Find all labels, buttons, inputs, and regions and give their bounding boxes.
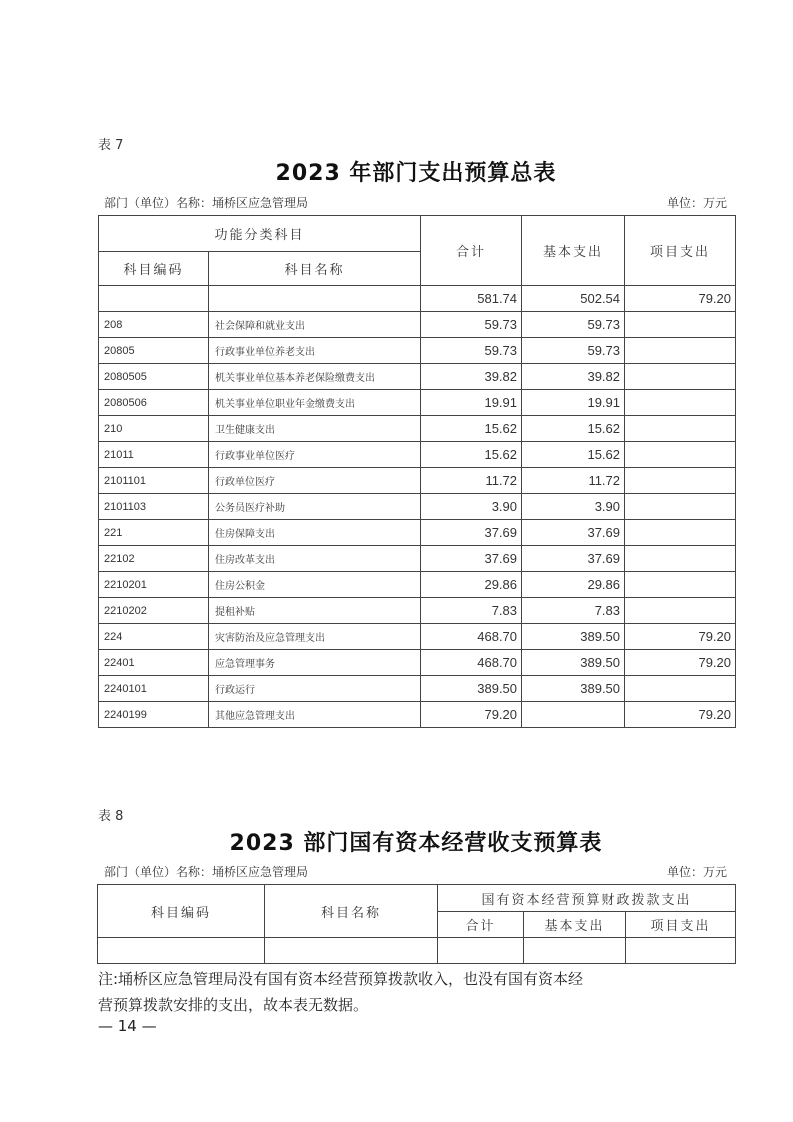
total-row xyxy=(99,286,736,312)
header-name: 科目名称 xyxy=(265,885,438,938)
header-state-capital-group: 国有资本经营预算财政拨款支出 xyxy=(438,885,736,912)
cell-total: 79.20 xyxy=(421,702,522,728)
table7-dept: 部门（单位）名称：埇桥区应急管理局 xyxy=(104,196,309,210)
cell-name: 应急管理事务 xyxy=(209,650,421,676)
table-row xyxy=(99,572,736,598)
cell-total: 59.73 xyxy=(421,338,522,364)
header-project: 项目支出 xyxy=(626,912,736,938)
cell-total: 15.62 xyxy=(421,442,522,468)
cell-code xyxy=(99,286,209,312)
state-capital-budget-table xyxy=(97,884,736,964)
cell-code: 2210201 xyxy=(99,572,209,598)
cell-code: 22102 xyxy=(99,546,209,572)
cell-basic: 37.69 xyxy=(522,546,625,572)
cell-basic: 15.62 xyxy=(522,416,625,442)
header-total: 合计 xyxy=(438,912,524,938)
cell-name: 行政事业单位医疗 xyxy=(209,442,421,468)
header-total: 合计 xyxy=(421,216,522,286)
cell-total: 29.86 xyxy=(421,572,522,598)
table-row xyxy=(99,702,736,728)
cell-name xyxy=(209,286,421,312)
table8-title: 2023 部门国有资本经营收支预算表 xyxy=(229,831,603,856)
cell-code: 2101101 xyxy=(99,468,209,494)
empty-row xyxy=(98,938,736,964)
cell-code: 221 xyxy=(99,520,209,546)
cell-code: 21011 xyxy=(99,442,209,468)
cell-basic: 7.83 xyxy=(522,598,625,624)
cell-empty xyxy=(626,938,736,964)
cell-name: 行政单位医疗 xyxy=(209,468,421,494)
cell-basic: 19.91 xyxy=(522,390,625,416)
table-row xyxy=(99,364,736,390)
cell-project: 79.20 xyxy=(625,286,736,312)
page-number: — 14 — xyxy=(98,1017,157,1035)
cell-code: 2080506 xyxy=(99,390,209,416)
cell-project xyxy=(625,338,736,364)
cell-project: 79.20 xyxy=(625,624,736,650)
table8-dept: 部门（单位）名称：埇桥区应急管理局 xyxy=(104,865,309,879)
cell-name: 灾害防治及应急管理支出 xyxy=(209,624,421,650)
cell-empty xyxy=(524,938,626,964)
cell-name: 社会保障和就业支出 xyxy=(209,312,421,338)
cell-name: 其他应急管理支出 xyxy=(209,702,421,728)
table-row xyxy=(99,624,736,650)
cell-basic: 3.90 xyxy=(522,494,625,520)
cell-project xyxy=(625,364,736,390)
cell-code: 210 xyxy=(99,416,209,442)
header-basic: 基本支出 xyxy=(522,216,625,286)
cell-total: 37.69 xyxy=(421,520,522,546)
cell-name: 提租补贴 xyxy=(209,598,421,624)
cell-empty xyxy=(98,938,265,964)
cell-code: 2210202 xyxy=(99,598,209,624)
cell-name: 行政运行 xyxy=(209,676,421,702)
cell-project xyxy=(625,468,736,494)
header-code: 科目编码 xyxy=(99,252,209,286)
cell-project xyxy=(625,598,736,624)
cell-project xyxy=(625,390,736,416)
cell-basic: 15.62 xyxy=(522,442,625,468)
table7-unit: 单位：万元 xyxy=(666,196,727,210)
cell-name: 机关事业单位职业年金缴费支出 xyxy=(209,390,421,416)
table-row xyxy=(99,650,736,676)
cell-code: 224 xyxy=(99,624,209,650)
table-row xyxy=(99,494,736,520)
cell-total: 3.90 xyxy=(421,494,522,520)
cell-code: 20805 xyxy=(99,338,209,364)
cell-name: 机关事业单位基本养老保险缴费支出 xyxy=(209,364,421,390)
table-row xyxy=(99,338,736,364)
cell-basic: 389.50 xyxy=(522,624,625,650)
cell-name: 卫生健康支出 xyxy=(209,416,421,442)
table-row xyxy=(99,442,736,468)
cell-project xyxy=(625,676,736,702)
cell-total: 59.73 xyxy=(421,312,522,338)
table8-label: 表 8 xyxy=(98,809,124,824)
cell-basic: 59.73 xyxy=(522,338,625,364)
cell-basic xyxy=(522,702,625,728)
cell-code: 22401 xyxy=(99,650,209,676)
cell-total: 389.50 xyxy=(421,676,522,702)
cell-project xyxy=(625,494,736,520)
cell-total: 468.70 xyxy=(421,650,522,676)
cell-project: 79.20 xyxy=(625,702,736,728)
cell-basic: 389.50 xyxy=(522,650,625,676)
note-line-2: 营预算拨款安排的支出，故本表无数据。 xyxy=(98,996,369,1014)
cell-empty xyxy=(438,938,524,964)
cell-project xyxy=(625,546,736,572)
table-row xyxy=(99,598,736,624)
cell-total: 37.69 xyxy=(421,546,522,572)
cell-code: 2080505 xyxy=(99,364,209,390)
header-basic: 基本支出 xyxy=(524,912,626,938)
cell-total: 11.72 xyxy=(421,468,522,494)
cell-code: 208 xyxy=(99,312,209,338)
table-row xyxy=(99,546,736,572)
table-row xyxy=(99,520,736,546)
cell-project xyxy=(625,442,736,468)
cell-basic: 11.72 xyxy=(522,468,625,494)
cell-basic: 389.50 xyxy=(522,676,625,702)
table-row xyxy=(99,416,736,442)
cell-basic: 29.86 xyxy=(522,572,625,598)
cell-project xyxy=(625,416,736,442)
cell-name: 行政事业单位养老支出 xyxy=(209,338,421,364)
cell-project: 79.20 xyxy=(625,650,736,676)
cell-code: 2240199 xyxy=(99,702,209,728)
cell-code: 2101103 xyxy=(99,494,209,520)
cell-empty xyxy=(265,938,438,964)
cell-basic: 37.69 xyxy=(522,520,625,546)
cell-project xyxy=(625,520,736,546)
note-line-1: 注:埇桥区应急管理局没有国有资本经营预算拨款收入，也没有国有资本经 xyxy=(98,970,584,988)
table7-label: 表 7 xyxy=(98,138,124,153)
header-name: 科目名称 xyxy=(209,252,421,286)
table-row xyxy=(99,312,736,338)
cell-name: 公务员医疗补助 xyxy=(209,494,421,520)
cell-name: 住房公积金 xyxy=(209,572,421,598)
cell-project xyxy=(625,312,736,338)
cell-code: 2240101 xyxy=(99,676,209,702)
header-code: 科目编码 xyxy=(98,885,265,938)
cell-basic: 502.54 xyxy=(522,286,625,312)
budget-expenditure-table xyxy=(98,215,736,728)
cell-project xyxy=(625,572,736,598)
cell-name: 住房改革支出 xyxy=(209,546,421,572)
table-row xyxy=(99,676,736,702)
cell-total: 15.62 xyxy=(421,416,522,442)
note-text xyxy=(98,966,583,1018)
header-project: 项目支出 xyxy=(625,216,736,286)
cell-total: 19.91 xyxy=(421,390,522,416)
cell-total: 7.83 xyxy=(421,598,522,624)
cell-name: 住房保障支出 xyxy=(209,520,421,546)
cell-basic: 39.82 xyxy=(522,364,625,390)
cell-total: 39.82 xyxy=(421,364,522,390)
table-row xyxy=(99,390,736,416)
header-function-category: 功能分类科目 xyxy=(99,216,421,252)
table-row xyxy=(99,468,736,494)
cell-total: 468.70 xyxy=(421,624,522,650)
cell-basic: 59.73 xyxy=(522,312,625,338)
table8-unit: 单位：万元 xyxy=(666,865,727,879)
cell-total: 581.74 xyxy=(421,286,522,312)
table7-title: 2023 年部门支出预算总表 xyxy=(275,161,557,186)
